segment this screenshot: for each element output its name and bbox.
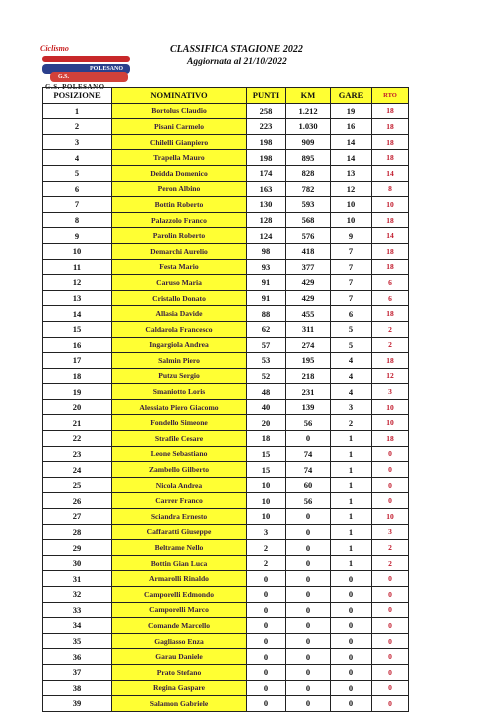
cell-gare: 19 [331,103,372,119]
table-row [43,540,409,556]
cell-posizione: 24 [43,462,112,478]
cell-gare: 14 [331,134,372,150]
cell-posizione: 18 [43,368,112,384]
cell-km: 195 [286,353,331,369]
table-row [43,337,409,353]
standings-table [42,87,409,712]
cell-gare: 5 [331,337,372,353]
table-row [43,212,409,228]
cell-punti: 130 [247,197,286,213]
cell-km: 0 [286,633,331,649]
col-header-nominativo: NOMINATIVO [112,88,247,104]
cell-posizione: 30 [43,555,112,571]
table-row [43,119,409,135]
cell-nominativo: Prato Stefano [112,664,247,680]
cell-km: 0 [286,587,331,603]
table-row [43,509,409,525]
cell-gare: 0 [331,649,372,665]
cell-gare: 14 [331,150,372,166]
cell-rto: 0 [372,462,409,478]
cell-km: 455 [286,306,331,322]
cell-rto: 6 [372,275,409,291]
table-row [43,306,409,322]
cell-nominativo: Sciandra Ernesto [112,509,247,525]
cell-posizione: 23 [43,446,112,462]
cell-nominativo: Leone Sebastiano [112,446,247,462]
table-row [43,618,409,634]
cell-punti: 0 [247,649,286,665]
cell-posizione: 19 [43,384,112,400]
cell-punti: 2 [247,540,286,556]
cell-posizione: 3 [43,134,112,150]
table-row [43,228,409,244]
cell-nominativo: Cristallo Donato [112,290,247,306]
cell-punti: 91 [247,290,286,306]
cell-posizione: 15 [43,321,112,337]
cell-km: 231 [286,384,331,400]
cell-rto: 6 [372,290,409,306]
cell-posizione: 33 [43,602,112,618]
cell-posizione: 35 [43,633,112,649]
cell-gare: 2 [331,415,372,431]
cell-km: 0 [286,649,331,665]
cell-gare: 0 [331,696,372,712]
cell-rto: 0 [372,649,409,665]
logo-stripe-red [42,56,130,62]
cell-nominativo: Bottin Roberto [112,197,247,213]
table-row [43,150,409,166]
cell-punti: 53 [247,353,286,369]
cell-gare: 13 [331,165,372,181]
cell-nominativo: Ingargiola Andrea [112,337,247,353]
cell-rto: 18 [372,134,409,150]
cell-gare: 7 [331,275,372,291]
cell-rto: 2 [372,540,409,556]
cell-nominativo: Trapella Mauro [112,150,247,166]
cell-punti: 62 [247,321,286,337]
cell-rto: 18 [372,150,409,166]
cell-km: 0 [286,431,331,447]
cell-rto: 0 [372,696,409,712]
cell-punti: 0 [247,664,286,680]
cell-gare: 6 [331,306,372,322]
cell-rto: 0 [372,571,409,587]
cell-gare: 0 [331,618,372,634]
cell-nominativo: Comande Marcello [112,618,247,634]
cell-km: 418 [286,243,331,259]
cell-km: 0 [286,696,331,712]
cell-km: 782 [286,181,331,197]
cell-rto: 0 [372,446,409,462]
logo-line: Ciclismo [40,44,69,53]
cell-punti: 174 [247,165,286,181]
cell-punti: 18 [247,431,286,447]
table-row [43,571,409,587]
cell-posizione: 20 [43,399,112,415]
page-subtitle: Aggiornata al 21/10/2022 [187,57,287,67]
cell-posizione: 27 [43,509,112,525]
cell-punti: 93 [247,259,286,275]
cell-km: 56 [286,415,331,431]
cell-rto: 18 [372,353,409,369]
cell-nominativo: Palazzolo Franco [112,212,247,228]
cell-nominativo: Parolin Roberto [112,228,247,244]
cell-gare: 10 [331,212,372,228]
cell-km: 0 [286,555,331,571]
cell-nominativo: Caldarola Francesco [112,321,247,337]
table-row [43,446,409,462]
table-row [43,664,409,680]
cell-nominativo: Festa Mario [112,259,247,275]
cell-rto: 18 [372,119,409,135]
cell-km: 828 [286,165,331,181]
cell-punti: 0 [247,602,286,618]
cell-nominativo: Deidda Domenico [112,165,247,181]
cell-km: 0 [286,540,331,556]
cell-km: 0 [286,618,331,634]
cell-posizione: 25 [43,477,112,493]
cell-gare: 0 [331,587,372,603]
cell-km: 0 [286,571,331,587]
cell-nominativo: Salamon Gabriele [112,696,247,712]
cell-gare: 1 [331,431,372,447]
cell-rto: 0 [372,664,409,680]
cell-nominativo: Fondello Simeone [112,415,247,431]
cell-posizione: 6 [43,181,112,197]
cell-rto: 0 [372,477,409,493]
cell-rto: 10 [372,197,409,213]
cell-posizione: 4 [43,150,112,166]
cell-punti: 128 [247,212,286,228]
cell-km: 576 [286,228,331,244]
table-row [43,134,409,150]
cell-gare: 1 [331,493,372,509]
cell-gare: 0 [331,664,372,680]
cell-gare: 16 [331,119,372,135]
cell-nominativo: Allasia Davide [112,306,247,322]
cell-punti: 20 [247,415,286,431]
cell-rto: 18 [372,306,409,322]
cell-nominativo: Peron Albino [112,181,247,197]
cell-punti: 15 [247,462,286,478]
page-title: CLASSIFICA STAGIONE 2022 [170,44,303,55]
cell-gare: 1 [331,524,372,540]
cell-km: 218 [286,368,331,384]
table-row [43,165,409,181]
club-logo [40,44,132,88]
cell-nominativo: Bottin Gian Luca [112,555,247,571]
table-row [43,275,409,291]
cell-posizione: 28 [43,524,112,540]
cell-posizione: 2 [43,119,112,135]
table-row [43,321,409,337]
cell-rto: 3 [372,384,409,400]
cell-punti: 223 [247,119,286,135]
cell-punti: 10 [247,477,286,493]
cell-posizione: 11 [43,259,112,275]
cell-gare: 3 [331,399,372,415]
table-body [43,103,409,711]
cell-punti: 163 [247,181,286,197]
cell-gare: 0 [331,602,372,618]
cell-posizione: 31 [43,571,112,587]
cell-rto: 0 [372,493,409,509]
club-name: G.S. POLESANO [45,83,105,91]
cell-km: 429 [286,290,331,306]
cell-posizione: 38 [43,680,112,696]
cell-posizione: 36 [43,649,112,665]
table-row [43,103,409,119]
cell-rto: 2 [372,337,409,353]
cell-nominativo: Alessiato Piero Giacomo [112,399,247,415]
cell-punti: 0 [247,680,286,696]
cell-gare: 1 [331,446,372,462]
cell-gare: 4 [331,384,372,400]
col-header-gare: GARE [331,88,372,104]
table-row [43,602,409,618]
cell-gare: 1 [331,477,372,493]
cell-gare: 7 [331,290,372,306]
cell-nominativo: Chilelli Gianpiero [112,134,247,150]
cell-km: 74 [286,446,331,462]
table-row [43,353,409,369]
cell-punti: 198 [247,134,286,150]
cell-gare: 1 [331,462,372,478]
cell-posizione: 32 [43,587,112,603]
cell-posizione: 39 [43,696,112,712]
cell-gare: 4 [331,353,372,369]
col-header-rto: RTO [372,88,409,104]
cell-nominativo: Regina Gaspare [112,680,247,696]
cell-posizione: 22 [43,431,112,447]
table-row [43,555,409,571]
cell-nominativo: Smaniotto Loris [112,384,247,400]
table-row [43,493,409,509]
cell-gare: 7 [331,243,372,259]
cell-nominativo: Bortolus Claudio [112,103,247,119]
cell-posizione: 26 [43,493,112,509]
cell-posizione: 34 [43,618,112,634]
table-row [43,477,409,493]
cell-rto: 18 [372,431,409,447]
cell-rto: 0 [372,602,409,618]
cell-posizione: 14 [43,306,112,322]
cell-km: 593 [286,197,331,213]
table-header-row [43,88,409,104]
cell-punti: 124 [247,228,286,244]
table-row [43,290,409,306]
cell-punti: 0 [247,587,286,603]
cell-punti: 98 [247,243,286,259]
cell-punti: 258 [247,103,286,119]
cell-nominativo: Strafile Cesare [112,431,247,447]
cell-nominativo: Carrer Franco [112,493,247,509]
cell-rto: 18 [372,243,409,259]
cell-gare: 1 [331,509,372,525]
cell-rto: 0 [372,587,409,603]
cell-km: 377 [286,259,331,275]
cell-rto: 14 [372,228,409,244]
cell-km: 909 [286,134,331,150]
cell-posizione: 37 [43,664,112,680]
col-header-punti: PUNTI [247,88,286,104]
cell-gare: 5 [331,321,372,337]
cell-punti: 10 [247,493,286,509]
cell-punti: 40 [247,399,286,415]
cell-posizione: 1 [43,103,112,119]
cell-gare: 1 [331,540,372,556]
cell-gare: 0 [331,680,372,696]
cell-punti: 0 [247,571,286,587]
cell-punti: 2 [247,555,286,571]
cell-gare: 9 [331,228,372,244]
cell-punti: 3 [247,524,286,540]
cell-gare: 0 [331,571,372,587]
cell-punti: 10 [247,509,286,525]
table-row [43,633,409,649]
cell-rto: 14 [372,165,409,181]
cell-nominativo: Camporelli Edmondo [112,587,247,603]
cell-posizione: 29 [43,540,112,556]
table-row [43,415,409,431]
cell-nominativo: Beltrame Nello [112,540,247,556]
table-row [43,431,409,447]
table-row [43,462,409,478]
cell-posizione: 10 [43,243,112,259]
cell-km: 139 [286,399,331,415]
cell-km: 56 [286,493,331,509]
cell-rto: 18 [372,259,409,275]
table-row [43,587,409,603]
table-row [43,368,409,384]
cell-gare: 4 [331,368,372,384]
cell-km: 568 [286,212,331,228]
cell-km: 0 [286,602,331,618]
col-header-km: KM [286,88,331,104]
cell-km: 1.212 [286,103,331,119]
cell-punti: 0 [247,696,286,712]
table-row [43,181,409,197]
table-row [43,696,409,712]
cell-nominativo: Garau Daniele [112,649,247,665]
cell-posizione: 16 [43,337,112,353]
table-row [43,524,409,540]
cell-nominativo: Camporelli Marco [112,602,247,618]
col-header-posizione: POSIZIONE [43,88,112,104]
cell-km: 74 [286,462,331,478]
cell-km: 0 [286,664,331,680]
cell-nominativo: Caffaratti Giuseppe [112,524,247,540]
logo-text-b: POLESANO [90,66,124,72]
cell-punti: 0 [247,633,286,649]
cell-nominativo: Gagliasso Enza [112,633,247,649]
cell-punti: 15 [247,446,286,462]
cell-km: 0 [286,509,331,525]
cell-rto: 18 [372,212,409,228]
cell-nominativo: Caruso Maria [112,275,247,291]
cell-rto: 8 [372,181,409,197]
cell-km: 429 [286,275,331,291]
cell-punti: 198 [247,150,286,166]
cell-nominativo: Zambello Gilberto [112,462,247,478]
cell-posizione: 7 [43,197,112,213]
cell-nominativo: Nicola Andrea [112,477,247,493]
cell-posizione: 12 [43,275,112,291]
table-row [43,399,409,415]
cell-km: 311 [286,321,331,337]
cell-rto: 0 [372,633,409,649]
cell-km: 895 [286,150,331,166]
cell-posizione: 21 [43,415,112,431]
cell-posizione: 8 [43,212,112,228]
cell-km: 1.030 [286,119,331,135]
cell-rto: 0 [372,680,409,696]
cell-km: 274 [286,337,331,353]
cell-posizione: 9 [43,228,112,244]
cell-gare: 7 [331,259,372,275]
cell-nominativo: Salmin Piero [112,353,247,369]
cell-gare: 10 [331,197,372,213]
cell-punti: 0 [247,618,286,634]
table-row [43,197,409,213]
logo-text-a: G.S. [58,74,70,80]
cell-rto: 10 [372,415,409,431]
cell-posizione: 17 [43,353,112,369]
cell-km: 60 [286,477,331,493]
cell-gare: 1 [331,555,372,571]
cell-rto: 2 [372,555,409,571]
table-row [43,243,409,259]
cell-posizione: 5 [43,165,112,181]
cell-rto: 2 [372,321,409,337]
cell-rto: 3 [372,524,409,540]
cell-rto: 0 [372,618,409,634]
table-row [43,649,409,665]
cell-punti: 52 [247,368,286,384]
cell-rto: 10 [372,509,409,525]
cell-km: 0 [286,680,331,696]
cell-nominativo: Putzu Sergio [112,368,247,384]
table-row [43,259,409,275]
cell-punti: 91 [247,275,286,291]
table-row [43,680,409,696]
cell-gare: 12 [331,181,372,197]
cell-posizione: 13 [43,290,112,306]
cell-nominativo: Armarolli Rinaldo [112,571,247,587]
cell-punti: 88 [247,306,286,322]
cell-nominativo: Pisani Carmelo [112,119,247,135]
cell-punti: 57 [247,337,286,353]
cell-rto: 18 [372,103,409,119]
cell-nominativo: Demarchi Aurelio [112,243,247,259]
cell-km: 0 [286,524,331,540]
table-row [43,384,409,400]
cell-gare: 0 [331,633,372,649]
cell-rto: 10 [372,399,409,415]
cell-rto: 12 [372,368,409,384]
cell-punti: 48 [247,384,286,400]
